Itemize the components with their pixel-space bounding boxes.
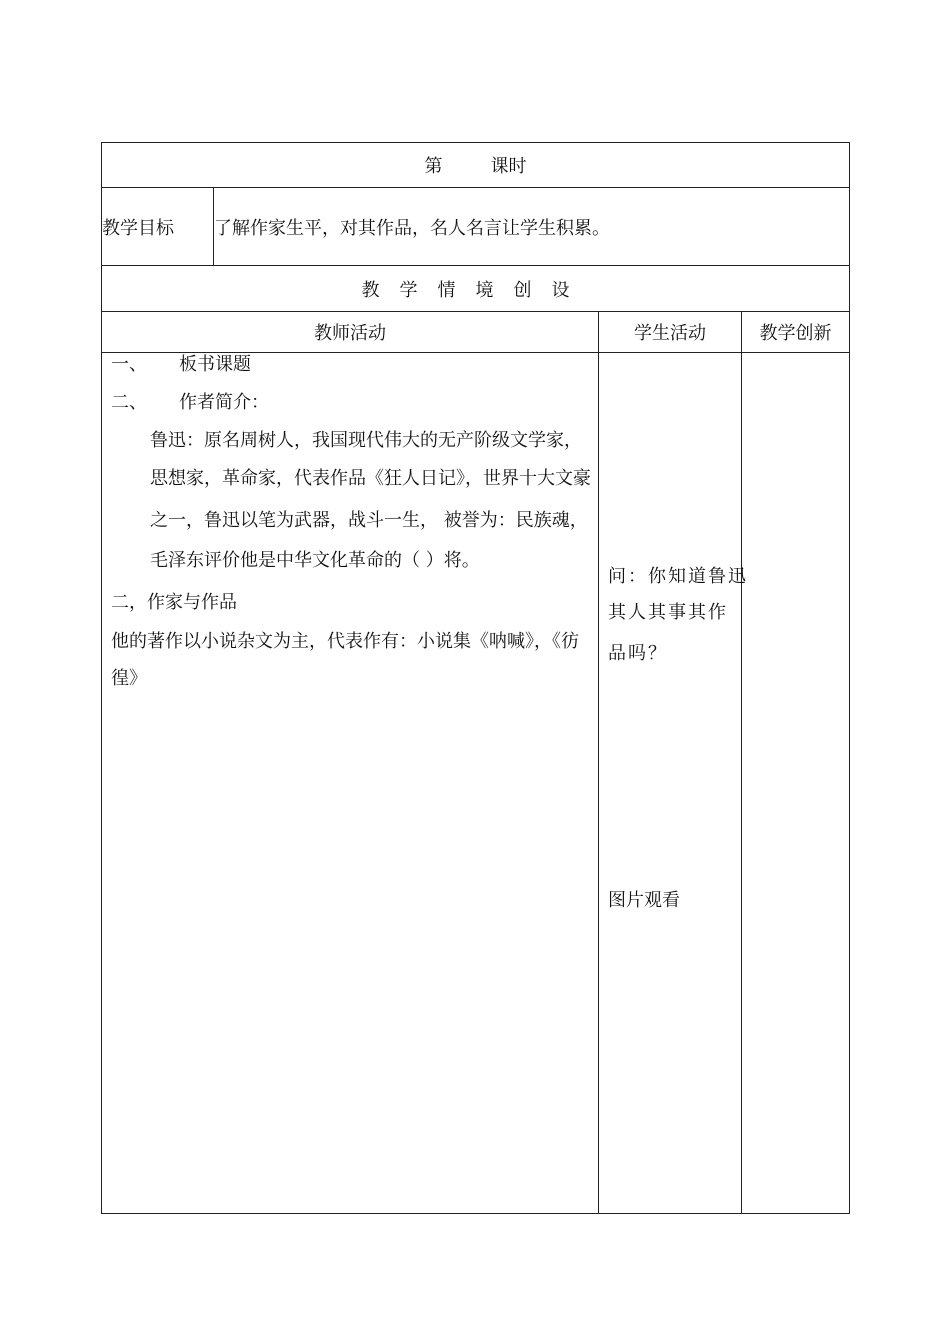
- student-activity-cell: [599, 353, 748, 1214]
- lesson-title-row: [102, 143, 850, 188]
- student-question-line-1: 问：你知道鲁迅: [608, 566, 748, 587]
- teaching-goal-text: 了解作家生平，对其作品，名人名言让学生积累。: [214, 188, 850, 266]
- works-line-2: 徨》: [111, 668, 147, 689]
- teacher-item-2: [111, 391, 269, 415]
- teaching-goal-label: 教学目标: [102, 188, 214, 266]
- lesson-number-label: 第: [424, 156, 443, 177]
- teaching-goal-row: [102, 188, 850, 266]
- teacher-activity-header: 教师活动: [102, 312, 599, 353]
- innovation-header: 教学创新: [742, 312, 850, 353]
- item-2-text: 作者简介：: [179, 392, 269, 413]
- student-activity-picture: 图片观看: [608, 890, 680, 911]
- student-activity-header: 学生活动: [599, 312, 742, 353]
- item-1-number: 一、: [111, 354, 147, 375]
- lesson-plan-table: [101, 142, 850, 1214]
- lesson-period-label: 课时: [490, 156, 527, 177]
- bio-line-2: 思想家，革命家，代表作品《狂人日记》，世界十大文豪: [150, 468, 591, 489]
- works-line-1: 他的著作以小说杂文为主，代表作有：小说集《呐喊》，《彷: [111, 631, 579, 652]
- student-question-line-2: 其人其事其作: [608, 602, 728, 623]
- section-title: 教学情境创设: [102, 266, 850, 312]
- innovation-cell: [742, 353, 850, 1214]
- teacher-activity-cell: [102, 353, 599, 1214]
- student-question-line-3: 品吗？: [608, 643, 668, 664]
- item-2-number: 二、: [111, 392, 147, 413]
- activity-body-row: [102, 353, 850, 1214]
- bio-line-3: 之一，鲁迅以笔为武器，战斗一生， 被誉为：民族魂，: [150, 510, 588, 531]
- section-title-row: [102, 266, 850, 312]
- item-1-text: 板书课题: [179, 354, 251, 375]
- bio-line-4: 毛泽东评价他是中华文化革命的（ ）将。: [150, 550, 480, 571]
- bio-line-1: 鲁迅：原名周树人，我国现代伟大的无产阶级文学家，: [150, 430, 582, 451]
- lesson-title-cell: [102, 143, 850, 188]
- teacher-item-3-heading: 二，作家与作品: [111, 592, 237, 613]
- column-header-row: [102, 312, 850, 353]
- teacher-item-1: [111, 353, 251, 377]
